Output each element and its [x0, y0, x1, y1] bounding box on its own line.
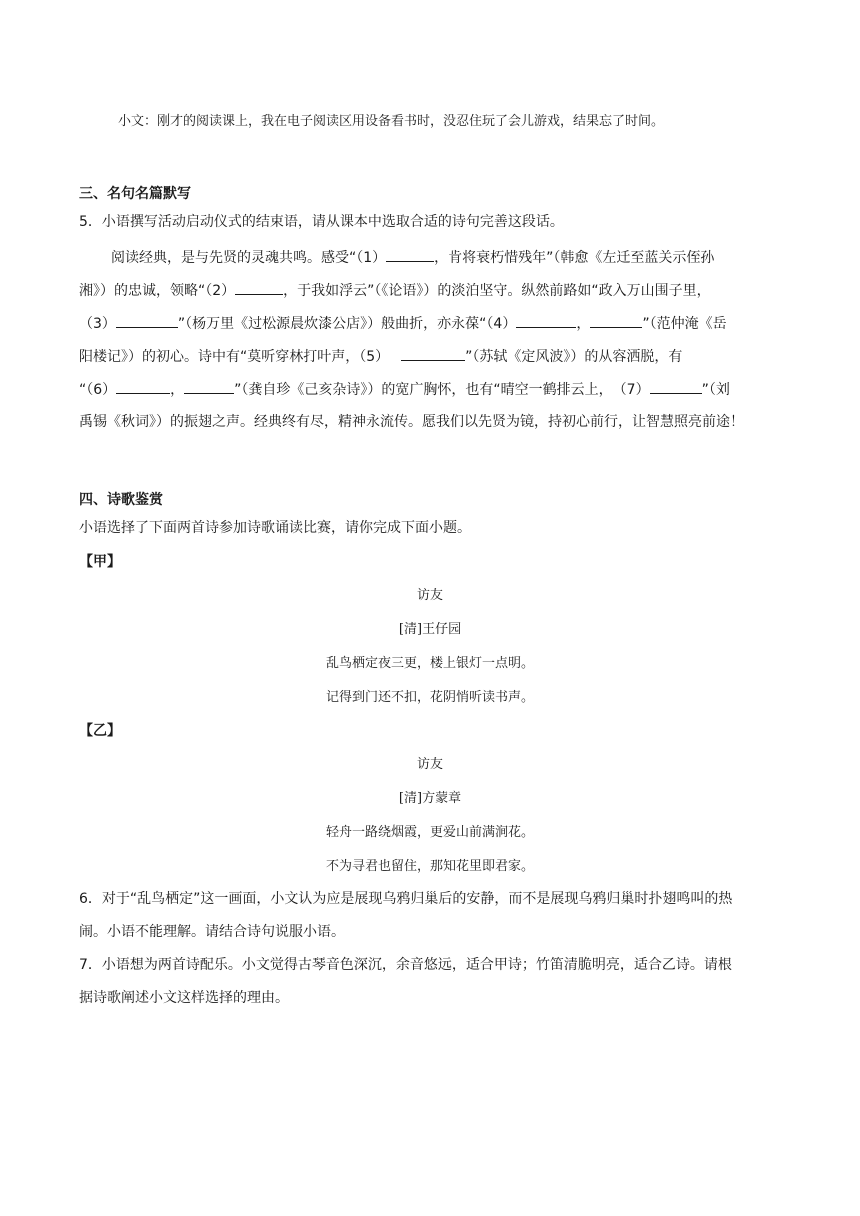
poem2-title: 访友	[416, 757, 443, 772]
passage-text: ”（刘	[701, 382, 730, 398]
passage-text: ，	[170, 382, 185, 398]
poem2-author: [清]方蒙章	[398, 791, 462, 806]
passage-text: ，	[576, 316, 591, 332]
fill-blank-4b[interactable]	[590, 313, 642, 328]
passage-text: ”（龚自珍《己亥杂诗》）的宽广胸怀，也有“晴空一鹤排云上， （7）	[234, 382, 650, 398]
section4-heading: 四、诗歌鉴赏	[79, 492, 163, 508]
passage-text: ”（范仲淹《岳	[642, 316, 727, 332]
poem1-line-1: 乱鸟栖定夜三更，楼上银灯一点明。	[325, 656, 534, 671]
poem2-tag: 【乙】	[79, 723, 121, 739]
poem2-line-1: 轻舟一路绕烟霞，更爱山前满涧花。	[325, 825, 534, 840]
passage-text: “（6）	[79, 382, 117, 398]
question-7-line-2: 据诗歌阐述小文这样选择的理由。	[79, 990, 289, 1006]
passage-line-2	[79, 280, 711, 301]
intro-dialogue-line: 小文：刚才的阅读课上，我在电子阅读区用设备看书时，没忍住玩了会儿游戏，结果忘了时间。	[118, 114, 665, 129]
question-6-line-1: 6．对于“乱鸟栖定”这一画面，小文认为应是展现乌鸦归巢后的安静，而不是展现乌鸦归巢时扑翅鸣叫的热	[79, 891, 733, 907]
fill-blank-3[interactable]	[116, 313, 178, 328]
question-6-line-2: 闹。小语不能理解。请结合诗句说服小语。	[79, 924, 345, 940]
fill-blank-1[interactable]	[386, 247, 434, 262]
passage-line-6: 禹锡《秋词》）的振翅之声。经典终有尽，精神永流传。愿我们以先贤为镜，持初心前行，让智慧照亮前途！	[79, 414, 744, 430]
passage-text: ，于我如浮云”（《论语》）的淡泊坚守。纵然前路如“政入万山围子里，	[283, 283, 711, 299]
passage-text: 阳楼记》）的初心。诗中有“莫听穿林打叶声，（5）	[79, 349, 390, 365]
fill-blank-4a[interactable]	[516, 313, 576, 328]
section3-heading: 三、名句名篇默写	[79, 186, 191, 202]
question-7-line-1: 7．小语想为两首诗配乐。小文觉得古琴音色深沉，余音悠远，适合甲诗；竹笛清脆明亮，适合乙诗。请根	[79, 957, 732, 973]
passage-text: ”（杨万里《过松源晨炊漆公店》）般曲折，亦永葆“（4）	[177, 316, 517, 332]
passage-text: （3）	[79, 316, 116, 332]
passage-line-4	[79, 346, 682, 367]
poem2-line-2: 不为寻君也留住，那知花里即君家。	[325, 859, 534, 874]
passage-text: ，肯将衰朽惜残年”（韩愈《左迁至蓝关示侄孙	[434, 250, 715, 266]
fill-blank-6a[interactable]	[116, 379, 170, 394]
section4-intro: 小语选择了下面两首诗参加诗歌诵读比赛，请你完成下面小题。	[79, 520, 471, 536]
passage-line-3	[79, 313, 727, 334]
passage-text: ”（苏轼《定风波》）的从容洒脱，有	[465, 349, 683, 365]
fill-blank-7[interactable]	[650, 379, 702, 394]
fill-blank-2[interactable]	[235, 280, 283, 295]
poem1-title: 访友	[416, 588, 443, 603]
question-5: 5．小语撰写活动启动仪式的结束语，请从课本中选取合适的诗句完善这段话。	[79, 214, 564, 230]
fill-blank-5[interactable]	[401, 346, 465, 361]
poem1-line-2: 记得到门还不扣，花阴悄听读书声。	[325, 690, 534, 705]
passage-line-1	[111, 247, 714, 268]
passage-text: 阅读经典，是与先贤的灵魂共鸣。感受“（1）	[111, 250, 387, 266]
passage-line-5	[79, 379, 730, 400]
poem1-tag: 【甲】	[79, 554, 121, 570]
poem1-author: [清]王仔园	[398, 622, 462, 637]
fill-blank-6b[interactable]	[184, 379, 234, 394]
passage-text: 湘》）的忠诚，领略“（2）	[79, 283, 236, 299]
